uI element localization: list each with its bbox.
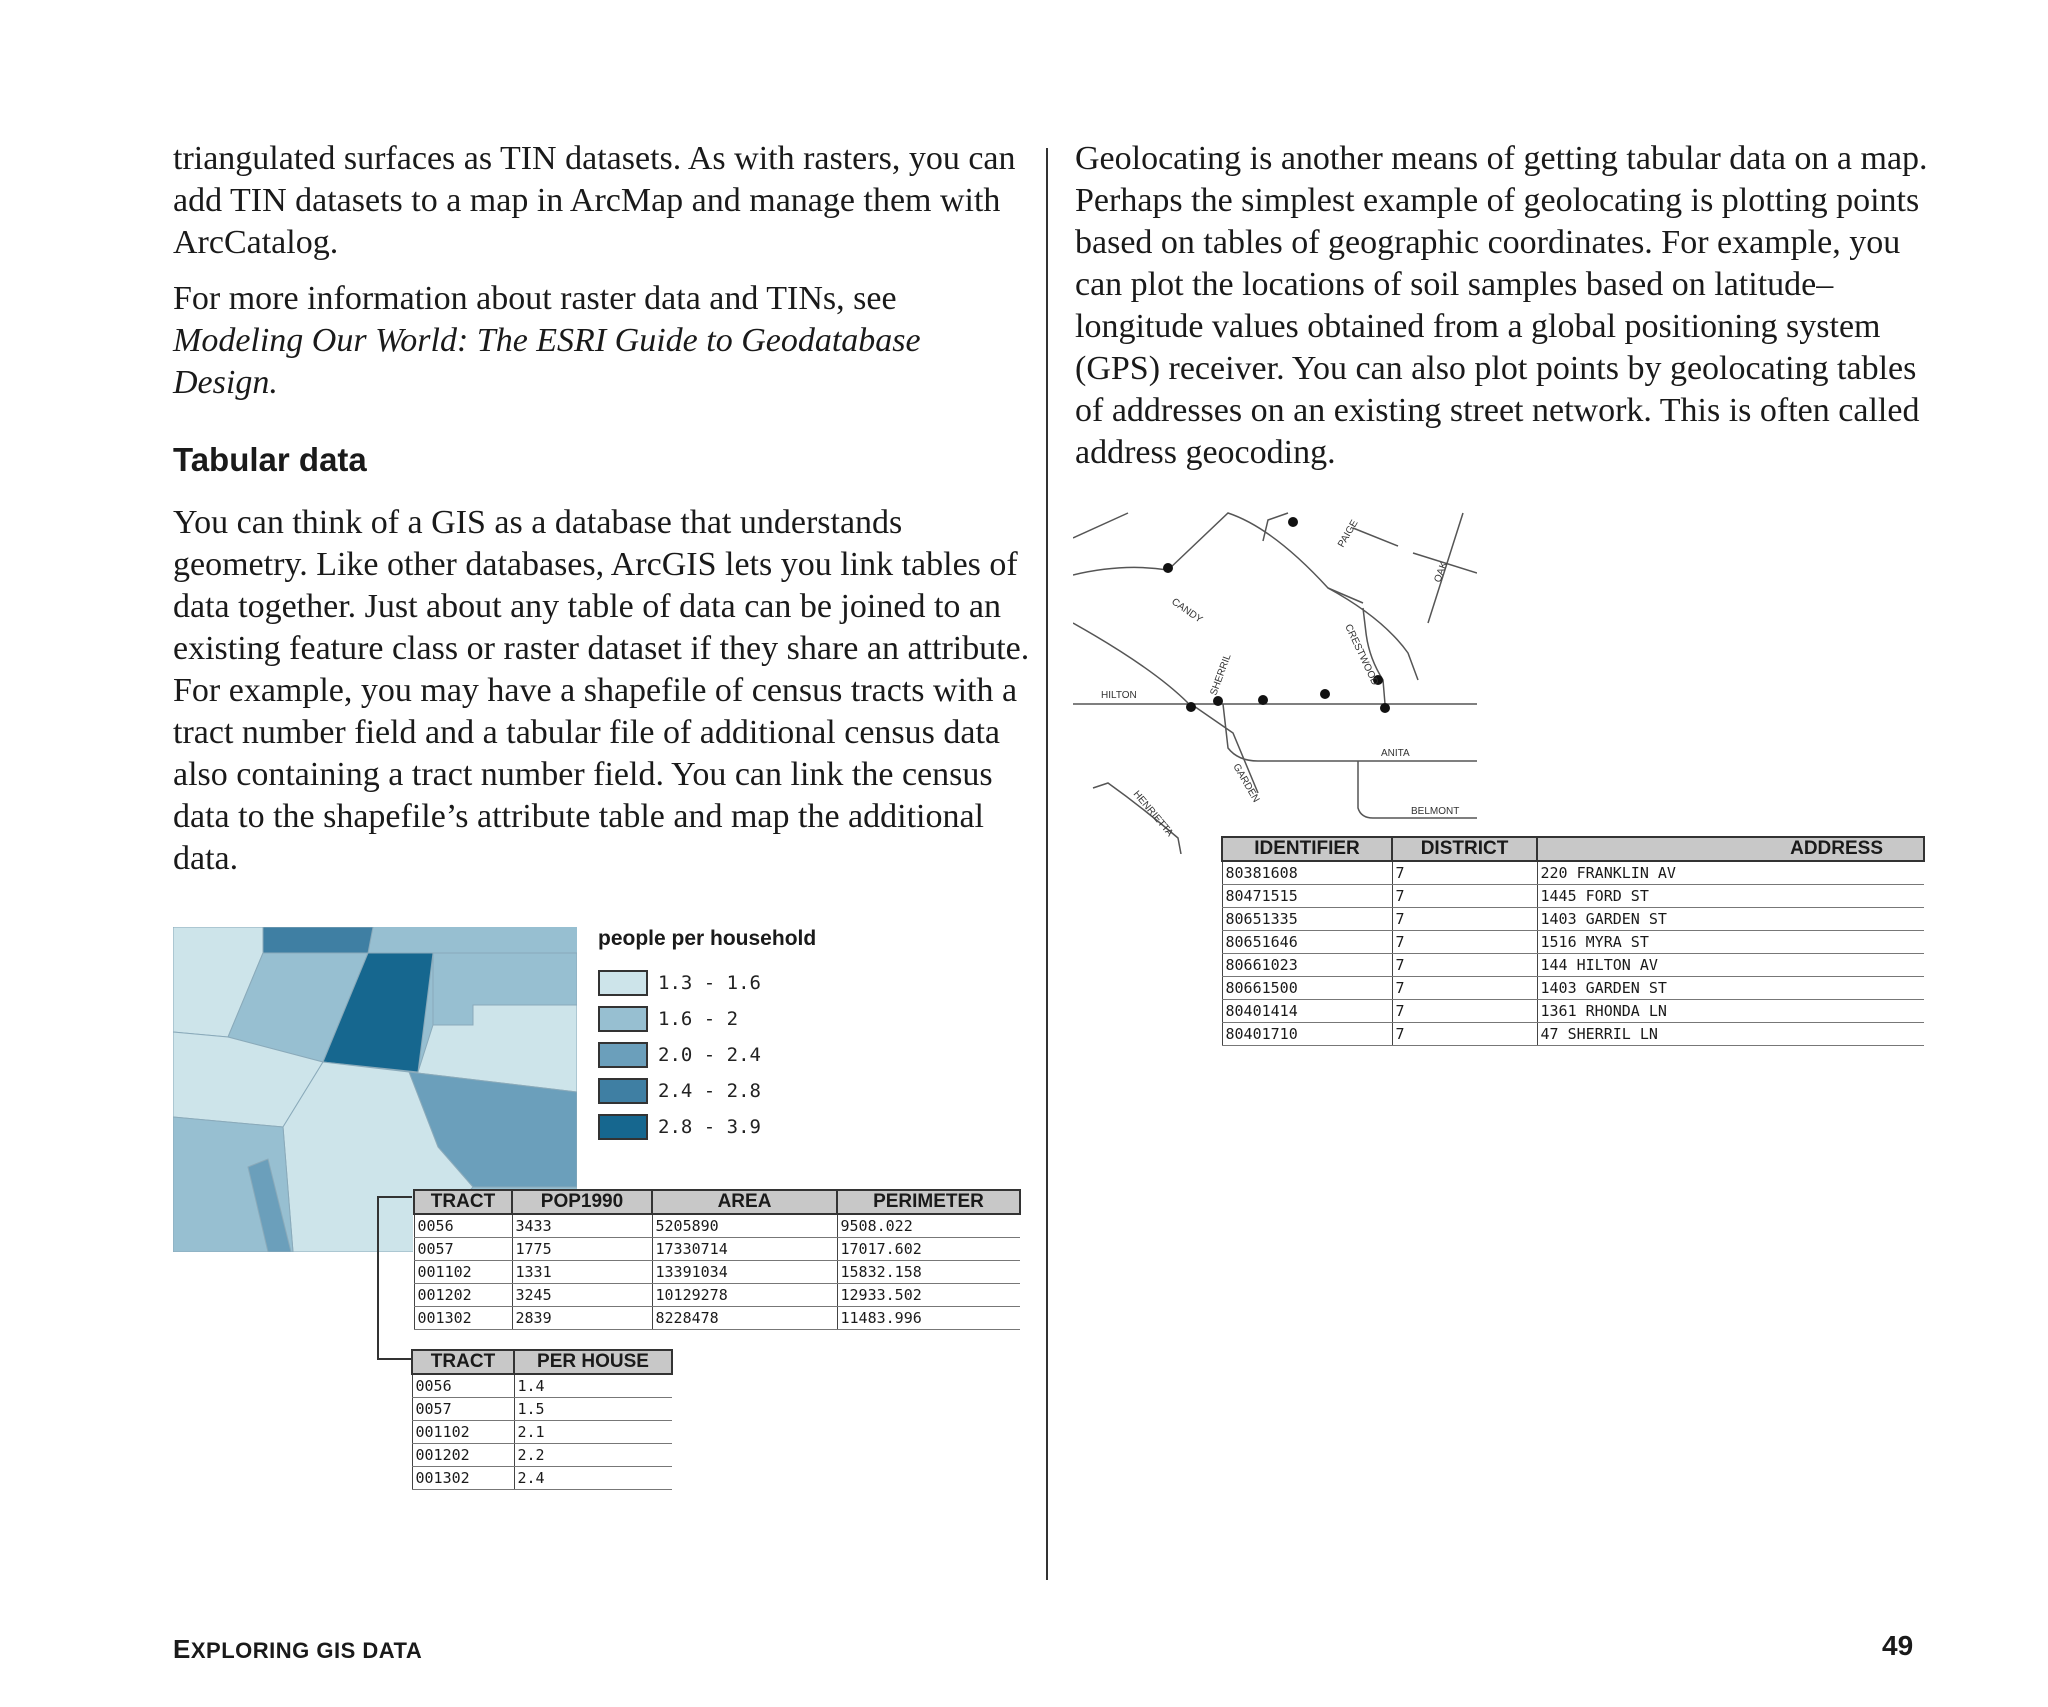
- table-cell: 7: [1392, 931, 1537, 954]
- legend-swatch: [598, 1006, 648, 1032]
- footer-title-rest: XPLORING GIS DATA: [190, 1638, 423, 1663]
- table-cell: 7: [1392, 954, 1537, 977]
- legend-label: 1.3 - 1.6: [658, 972, 761, 994]
- column-header: TRACT: [414, 1190, 512, 1214]
- table-cell: 12933.502: [837, 1284, 1020, 1307]
- legend-label: 2.4 - 2.8: [658, 1080, 761, 1102]
- table-row: [414, 1261, 1020, 1284]
- column-header: TRACT: [412, 1350, 514, 1374]
- table-row: [412, 1398, 672, 1421]
- table-cell: 80401710: [1222, 1023, 1392, 1046]
- book-title: Modeling Our World: The ESRI Guide to Geodatabase Design.: [173, 322, 921, 401]
- table-cell: 7: [1392, 1023, 1537, 1046]
- table-cell: 9508.022: [837, 1214, 1020, 1238]
- table-cell: 2.4: [514, 1467, 672, 1490]
- legend-label: 2.8 - 3.9: [658, 1116, 761, 1138]
- table-cell: 10129278: [652, 1284, 837, 1307]
- table-cell: 80381608: [1222, 861, 1392, 885]
- street-label-anita: ANITA: [1381, 748, 1410, 759]
- address-table: [1221, 836, 1925, 1046]
- legend-swatch: [598, 1114, 648, 1140]
- street-label-sherril: SHERRIL: [1208, 652, 1234, 698]
- table-join-connector: [376, 1195, 416, 1365]
- table-row: [1222, 908, 1924, 931]
- table-row: [1222, 1000, 1924, 1023]
- table-cell: 47 SHERRIL LN: [1537, 1023, 1924, 1046]
- table-cell: 0056: [414, 1214, 512, 1238]
- left-column: [173, 138, 1033, 894]
- table-cell: 001102: [412, 1421, 514, 1444]
- section-heading-tabular-data: Tabular data: [173, 441, 367, 478]
- table-cell: 001202: [412, 1444, 514, 1467]
- table-cell: 001302: [414, 1307, 512, 1330]
- table-cell: 1.4: [514, 1374, 672, 1398]
- legend-title: people per household: [598, 927, 817, 950]
- legend-item: [598, 1109, 816, 1145]
- table-cell: 1775: [512, 1238, 652, 1261]
- table-row: [412, 1444, 672, 1467]
- column-header: ADDRESS: [1537, 837, 1924, 861]
- running-footer-title: [173, 1634, 422, 1665]
- column-header: DISTRICT: [1392, 837, 1537, 861]
- table-cell: 13391034: [652, 1261, 837, 1284]
- legend-item: [598, 965, 816, 1001]
- paragraph-geolocating: Geolocating is another means of getting tabular data on a map. Perhaps the simplest example of geolocating is plotting points based on tables of geographic coordinates. For example, you can plot the locations of soil samples based on latitude–longitude values obtained from a global positioning system (GPS) receiver. You can also plot points by geolocating tables of addresses on an existing street network. This is often called address geocoding.: [1075, 140, 1928, 471]
- table-cell: 2.2: [514, 1444, 672, 1467]
- table-cell: 2.1: [514, 1421, 672, 1444]
- legend-label: 2.0 - 2.4: [658, 1044, 761, 1066]
- footer-initial: E: [173, 1634, 191, 1664]
- table-row: [1222, 885, 1924, 908]
- street-network-map: [1073, 508, 1477, 854]
- map-legend: [598, 927, 816, 1145]
- table-cell: 0056: [412, 1374, 514, 1398]
- table-row: [1222, 861, 1924, 885]
- table-cell: 7: [1392, 977, 1537, 1000]
- table-cell: 0057: [414, 1238, 512, 1261]
- legend-item: [598, 1001, 816, 1037]
- street-label-garden: GARDEN: [1230, 762, 1262, 805]
- table-row: [1222, 977, 1924, 1000]
- paragraph-more-info: [173, 278, 1033, 404]
- table-cell: 3433: [512, 1214, 652, 1238]
- paragraph-tabular: You can think of a GIS as a database that understands geometry. Like other databases, ArcGIS lets you link tables of data together. Just about any table of data can be joined to an existing feature class or raster dataset if they share an attribute. For example, you may have a shapefile of census tracts with a tract number field and a tabular file of additional census data also containing a tract number field. You can link the census data to the shapefile’s attribute table and map the additional data.: [173, 504, 1030, 877]
- street-label-hilton: HILTON: [1101, 690, 1137, 701]
- table-cell: 2839: [512, 1307, 652, 1330]
- table-cell: 1403 GARDEN ST: [1537, 908, 1924, 931]
- table-cell: 1361 RHONDA LN: [1537, 1000, 1924, 1023]
- table-cell: 17017.602: [837, 1238, 1020, 1261]
- table-cell: 7: [1392, 1000, 1537, 1023]
- table-cell: 7: [1392, 861, 1537, 885]
- table-cell: 1516 MYRA ST: [1537, 931, 1924, 954]
- table-cell: 7: [1392, 908, 1537, 931]
- table-cell: 1445 FORD ST: [1537, 885, 1924, 908]
- table-cell: 80651646: [1222, 931, 1392, 954]
- more-info-text: For more information about raster data and TINs, see: [173, 280, 897, 317]
- table-header-row: [414, 1190, 1020, 1214]
- table-row: [412, 1467, 672, 1490]
- street-label-henrietta: HENRIETTA: [1130, 788, 1176, 839]
- table-row: [1222, 954, 1924, 977]
- table-cell: 80471515: [1222, 885, 1392, 908]
- table-cell: 80661023: [1222, 954, 1392, 977]
- table-cell: 8228478: [652, 1307, 837, 1330]
- table-cell: 001302: [412, 1467, 514, 1490]
- legend-item: [598, 1073, 816, 1109]
- table-cell: 1.5: [514, 1398, 672, 1421]
- household-table: [411, 1349, 673, 1490]
- street-label-crestwood: CRESTWOOD: [1342, 622, 1381, 688]
- table-row: [1222, 1023, 1924, 1046]
- table-cell: 220 FRANKLIN AV: [1537, 861, 1924, 885]
- legend-swatch: [598, 1078, 648, 1104]
- table-cell: 17330714: [652, 1238, 837, 1261]
- table-cell: 3245: [512, 1284, 652, 1307]
- table-cell: 1331: [512, 1261, 652, 1284]
- table-cell: 11483.996: [837, 1307, 1020, 1330]
- column-header: PER HOUSE: [514, 1350, 672, 1374]
- column-header: POP1990: [512, 1190, 652, 1214]
- table-row: [414, 1238, 1020, 1261]
- census-attribute-table: [413, 1189, 1021, 1330]
- street-label-candy: CANDY: [1169, 596, 1205, 626]
- column-header: PERIMETER: [837, 1190, 1020, 1214]
- table-cell: 001202: [414, 1284, 512, 1307]
- column-header: IDENTIFIER: [1222, 837, 1392, 861]
- table-cell: 001102: [414, 1261, 512, 1284]
- legend-label: 1.6 - 2: [658, 1008, 739, 1030]
- column-divider: [1046, 148, 1048, 1580]
- table-cell: 1403 GARDEN ST: [1537, 977, 1924, 1000]
- table-cell: 144 HILTON AV: [1537, 954, 1924, 977]
- table-cell: 0057: [412, 1398, 514, 1421]
- street-label-belmont: BELMONT: [1411, 806, 1460, 817]
- table-row: [414, 1307, 1020, 1330]
- table-cell: 5205890: [652, 1214, 837, 1238]
- table-row: [1222, 931, 1924, 954]
- right-column: [1075, 138, 1935, 488]
- paragraph-tin: triangulated surfaces as TIN datasets. As with rasters, you can add TIN datasets to a map in ArcMap and manage them with ArcCatalog.: [173, 140, 1016, 261]
- table-row: [414, 1214, 1020, 1238]
- page-number: 49: [1882, 1630, 1914, 1661]
- table-cell: 80661500: [1222, 977, 1392, 1000]
- table-cell: 15832.158: [837, 1261, 1020, 1284]
- table-row: [412, 1374, 672, 1398]
- table-row: [412, 1421, 672, 1444]
- table-row: [414, 1284, 1020, 1307]
- column-header: AREA: [652, 1190, 837, 1214]
- street-label-oak: OAK: [1432, 560, 1451, 585]
- legend-swatch: [598, 970, 648, 996]
- table-cell: 80651335: [1222, 908, 1392, 931]
- legend-swatch: [598, 1042, 648, 1068]
- table-header-row: [1222, 837, 1924, 861]
- street-label-paige: PAIGE: [1336, 518, 1361, 550]
- table-header-row: [412, 1350, 672, 1374]
- table-cell: 7: [1392, 885, 1537, 908]
- table-cell: 80401414: [1222, 1000, 1392, 1023]
- legend-item: [598, 1037, 816, 1073]
